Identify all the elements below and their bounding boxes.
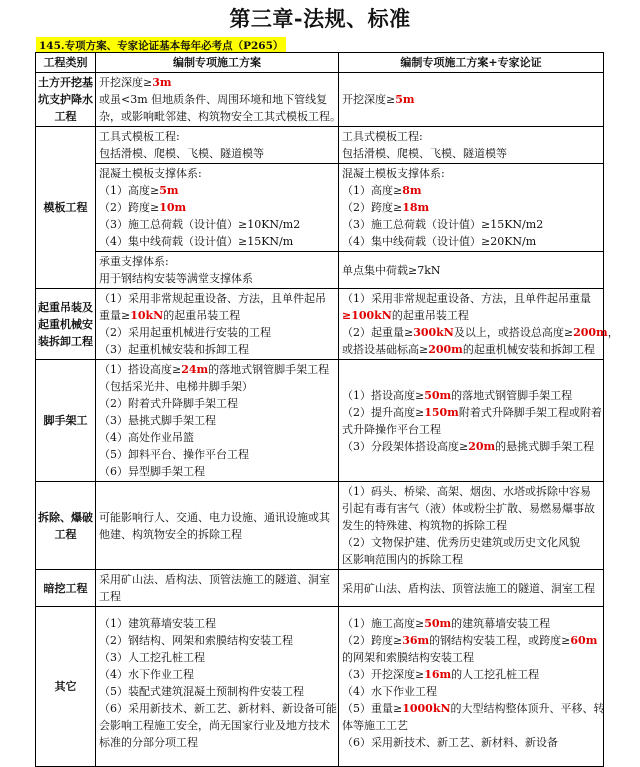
plan-cell: 工具式模板工程: 包括滑模、爬模、飞模、隧道模等 [96,127,339,164]
chapter-title: 第三章-法规、标准 [229,6,411,31]
section-heading: 145.专项方案、专家论证基本每年必考点（P265） [36,37,286,54]
table-row [36,570,604,607]
header-plan: 编制专项施工方案 [96,53,339,73]
table-row [36,607,604,767]
category-cell: 脚手架工 [36,360,96,482]
table-row [36,482,604,570]
plan-cell: 开挖深度≥3m 或虽<3m 但地质条件、周围环境和地下管线复 杂，或影响毗邻建、构筑物安全工其式模板工程。 [96,73,339,127]
expert-cell: 混凝土模板支撑体系: （1）高度≥8m （2）跨度≥18m （3）施工总荷载（设计值）≥15KN/m2 （4）集中线荷载（设计值）≥20KN/m [339,164,604,252]
header-category: 工程类别 [36,53,96,73]
table-row [36,252,604,289]
category-cell: 土方开挖基坑支护降水工程 [36,73,96,127]
category-cell: 模板工程 [36,127,96,289]
plan-cell: 采用矿山法、盾构法、顶管法施工的隧道、洞室 工程 [96,570,339,607]
table-row [36,127,604,164]
table-row [36,289,604,360]
table-header-row [36,53,604,73]
category-cell: 拆除、爆破工程 [36,482,96,570]
plan-cell: （1）建筑幕墙安装工程 （2）钢结构、网架和索膜结构安装工程 （3）人工挖孔桩工程 （4）水下作业工程 （5）装配式建筑混凝土预制构件安装工程 （6）采用新技术、新工艺、新材料、新设备可能 会影响工程施工安全，尚无国家行业及地方技术 标准的分部分项工程 [96,607,339,767]
expert-cell: 开挖深度≥5m [339,73,604,127]
expert-cell: （1）采用非常规起重设备、方法，且单件起吊重量 ≥100kN的起重吊装工程 （2）起重量≥300kN及以上，或搭设总高度≥200m， 或搭设基础标高≥200m的起重机械安装和拆卸工程 [339,289,604,360]
plan-cell: 承重支撑体系: 用于钢结构安装等满堂支撑体系 [96,252,339,289]
table-row [36,164,604,252]
plan-cell: 可能影响行人、交通、电力设施、通讯设施或其 他建、构筑物安全的拆除工程 [96,482,339,570]
category-cell: 其它 [36,607,96,767]
category-cell: 起重吊装及起重机械安装拆卸工程 [36,289,96,360]
category-cell: 暗挖工程 [36,570,96,607]
expert-cell: （1）码头、桥梁、高架、烟囱、水塔或拆除中容易 引起有毒有害气（液）体或粉尘扩散、易燃易爆事故 发生的特殊建、构筑物的拆除工程 （2）文物保护建、优秀历史建筑或历史文化风貌 区影响范围内的拆除工程 [339,482,604,570]
expert-cell: 工具式模板工程: 包括滑模、爬模、飞模、隧道模等 [339,127,604,164]
table-row [36,360,604,482]
expert-cell: 单点集中荷载≥7kN [339,252,604,289]
expert-cell: 采用矿山法、盾构法、顶管法施工的隧道、洞室工程 [339,570,604,607]
header-plan-expert: 编制专项施工方案+专家论证 [339,53,604,73]
requirements-table [35,52,619,767]
plan-cell: （1）采用非常规起重设备、方法，且单件起吊 重量≥10kN的起重吊装工程 （2）采用起重机械进行安装的工程 （3）起重机械安装和拆卸工程 [96,289,339,360]
plan-cell: 混凝土模板支撑体系: （1）高度≥5m （2）跨度≥10m （3）施工总荷载（设计值）≥10KN/m2 （4）集中线荷载（设计值）≥15KN/m [96,164,339,252]
plan-cell: （1）搭设高度≥24m的落地式钢管脚手架工程 （包括采光井、电梯井脚手架） （2）附着式升降脚手架工程 （3）悬挑式脚手架工程 （4）高处作业吊篮 （5）卸料平台、操作平台工程 （6）异型脚手架工程 [96,360,339,482]
expert-cell: （1）搭设高度≥50m的落地式钢管脚手架工程 （2）提升高度≥150m附着式升降脚手架工程或附着 式升降操作平台工程 （3）分段架体搭设高度≥20m的悬挑式脚手架工程 [339,360,604,482]
expert-cell: （1）施工高度≥50m的建筑幕墙安装工程 （2）跨度≥36m的钢结构安装工程，或跨度≥60m 的网架和索膜结构安装工程 （3）开挖深度≥16m的人工挖孔桩工程 （4）水下作业工程 （5）重量≥1000kN的大型结构整体顶升、平移、转 体等施工工艺 （6）采用新技术、新工艺、新材料、新设备 [339,607,604,767]
table-row [36,73,604,127]
